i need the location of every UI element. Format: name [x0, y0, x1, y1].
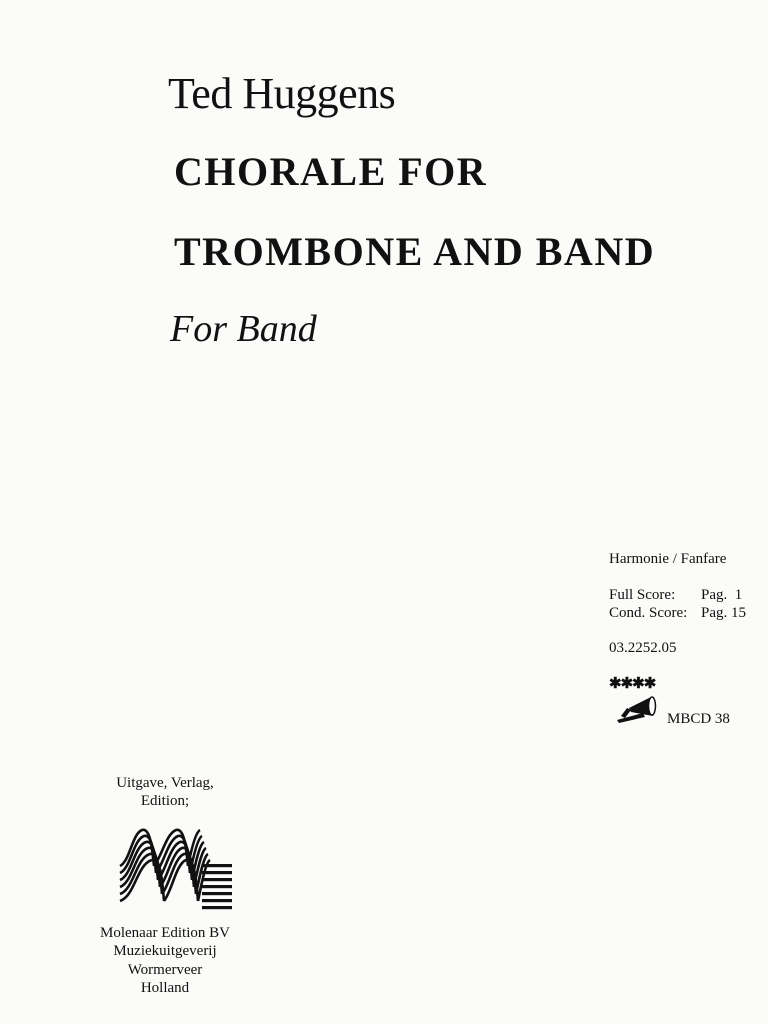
full-score-label: Full Score: — [609, 587, 676, 603]
publisher-country: Holland — [140, 979, 190, 996]
cd-number: MBCD 38 — [667, 711, 730, 727]
ensemble-label: Harmonie / Fanfare — [609, 551, 727, 567]
publisher-address — [92, 924, 238, 997]
grade-stars: ✱✱✱✱ — [609, 676, 656, 692]
catalog-number: 03.2252.05 — [609, 640, 677, 656]
cond-score-value: Pag. 15 — [701, 605, 746, 621]
gramophone-icon — [613, 694, 657, 724]
cond-score-label: Cond. Score: — [609, 605, 688, 621]
publisher-name: Molenaar Edition BV — [100, 925, 230, 941]
publisher-city: Wormerveer — [127, 961, 203, 978]
publisher-type: Muziekuitgeverij — [113, 943, 217, 960]
molenaar-logo — [118, 826, 234, 914]
cond-score-row — [609, 604, 746, 622]
full-score-value: Pag. 1 — [701, 587, 743, 603]
title-line-1: CHORALE FOR — [174, 149, 488, 194]
title-line-2: TROMBONE AND BAND — [174, 229, 656, 274]
subtitle: For Band — [170, 308, 317, 350]
publisher-intro-line: Uitgave, Verlag, — [116, 775, 214, 791]
full-score-row — [609, 586, 742, 604]
publisher-intro-line: Edition; — [140, 793, 190, 809]
composer-name: Ted Huggens — [168, 69, 396, 118]
publisher-intro — [100, 774, 230, 810]
